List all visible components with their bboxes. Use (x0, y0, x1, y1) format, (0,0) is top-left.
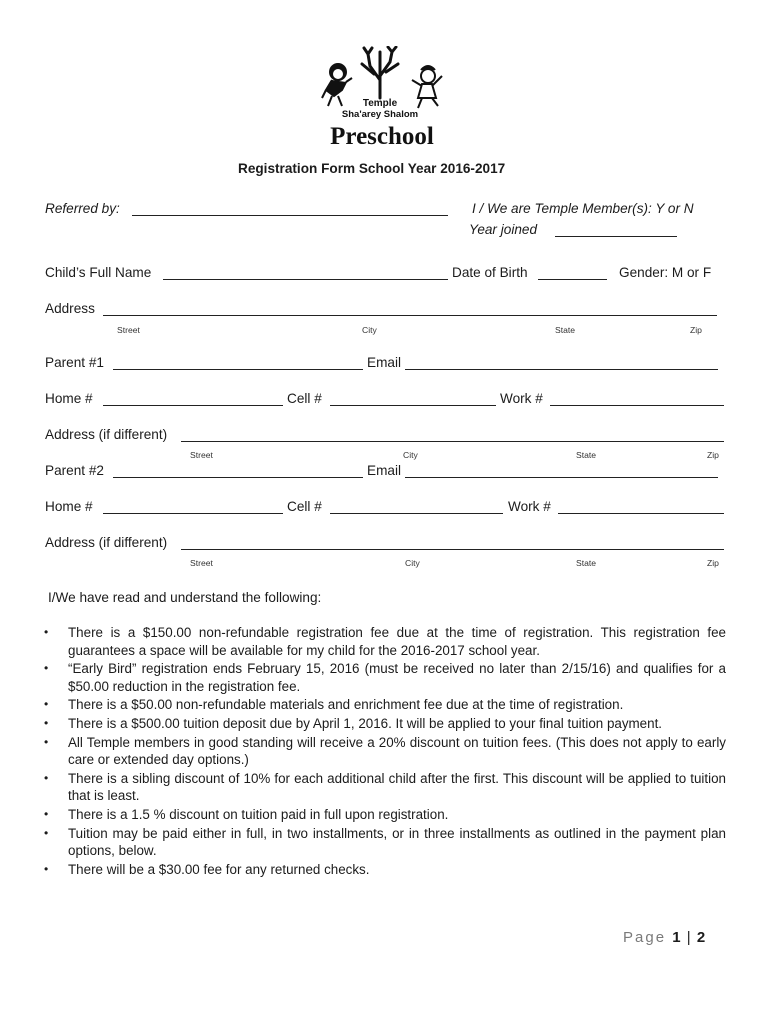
term-text: Tuition may be paid either in full, in two installments, or in three installments as outlined in the payment plan options, below. (68, 825, 726, 859)
year-joined-field[interactable] (555, 236, 677, 237)
page-current: 1 (672, 929, 681, 946)
parent1-email-field[interactable] (405, 369, 718, 370)
address-state-sublabel: State (555, 325, 576, 335)
address-street-sublabel: Street (117, 325, 140, 335)
child-name-label: Child’s Full Name (45, 265, 152, 280)
parent1-email-label: Email (367, 355, 401, 370)
gender-label: Gender: M or F (619, 265, 712, 280)
terms-list (44, 624, 726, 879)
term-text: There will be a $30.00 fee for any returned checks. (68, 861, 370, 877)
bullet-icon: • (44, 697, 49, 712)
logo-line-2: Sha'arey Shalom (341, 109, 419, 120)
referred-by-label: Referred by: (45, 201, 120, 216)
parent2-city-sublabel: City (405, 558, 420, 568)
logo-line-3: Preschool (330, 123, 434, 150)
parent2-work-label: Work # (508, 499, 551, 514)
address-city-sublabel: City (362, 325, 377, 335)
parent2-email-field[interactable] (405, 477, 718, 478)
term-text: There is a sibling discount of 10% for each additional child after the first. This discount will be applied to tuition that is least. (68, 770, 726, 804)
term-text: All Temple members in good standing will receive a 20% discount on tuition fees. (This does not apply to early care or extended day options.) (68, 734, 726, 768)
parent2-zip-sublabel: Zip (707, 558, 719, 568)
parent1-cell-field[interactable] (330, 405, 496, 406)
terms-intro: I/We have read and understand the following: (48, 590, 322, 605)
list-item (44, 825, 726, 860)
parent2-street-sublabel: Street (190, 558, 213, 568)
address-zip-sublabel: Zip (690, 325, 702, 335)
parent2-home-label: Home # (45, 499, 93, 514)
parent2-state-sublabel: State (576, 558, 597, 568)
list-item (44, 660, 726, 695)
parent2-home-field[interactable] (103, 513, 283, 514)
parent1-street-sublabel: Street (190, 450, 213, 460)
parent1-label: Parent #1 (45, 355, 104, 370)
parent2-address-diff-field[interactable] (181, 549, 724, 550)
bullet-icon: • (44, 770, 49, 785)
parent1-city-sublabel: City (403, 450, 418, 460)
page-word: Page (623, 929, 667, 946)
bullet-icon: • (44, 625, 49, 639)
parent1-home-field[interactable] (103, 405, 283, 406)
list-item (44, 696, 726, 714)
parent1-home-label: Home # (45, 391, 93, 406)
list-item (44, 624, 726, 659)
referred-by-field[interactable] (132, 215, 448, 216)
parent1-zip-sublabel: Zip (707, 450, 719, 460)
term-text: There is a $500.00 tuition deposit due by April 1, 2016. It will be applied to your final tuition payment. (68, 715, 663, 731)
year-joined-label: Year joined (469, 222, 538, 237)
term-text: There is a $150.00 non-refundable registration fee due at the time of registration. This registration fee guarantees a space will be available for my child for the 2016-2017 school year. (68, 625, 726, 658)
child-name-field[interactable] (163, 279, 448, 280)
address-field[interactable] (103, 315, 717, 316)
parent2-address-diff-label: Address (if different) (45, 535, 168, 550)
parent2-field[interactable] (113, 477, 363, 478)
logo-line-1: Temple (362, 98, 398, 109)
parent1-work-label: Work # (500, 391, 543, 406)
page-number (623, 929, 705, 946)
dob-field[interactable] (538, 279, 607, 280)
bullet-icon: • (44, 734, 49, 749)
parent1-address-diff-field[interactable] (181, 441, 724, 442)
parent2-label: Parent #2 (45, 463, 104, 478)
parent2-work-field[interactable] (558, 513, 724, 514)
page-total: 2 (696, 929, 706, 946)
preschool-logo (318, 46, 448, 152)
temple-member-label: I / We are Temple Member(s): Y or N (472, 201, 694, 216)
page-separator: | (686, 929, 691, 946)
term-text: There is a $50.00 non-refundable materials and enrichment fee due at the time of registration. (68, 697, 624, 713)
term-text: “Early Bird” registration ends February 15, 2016 (must be received no later than 2/15/16) and qualifies for a $50.00 reduction in the registration fee. (68, 661, 726, 694)
list-item (44, 861, 726, 879)
bullet-icon: • (44, 661, 49, 676)
term-text: There is a 1.5 % discount on tuition paid in full upon registration. (68, 806, 449, 822)
list-item (44, 734, 726, 769)
bullet-icon: • (44, 825, 49, 840)
parent2-email-label: Email (367, 463, 401, 478)
bullet-icon: • (44, 715, 49, 730)
list-item (44, 806, 726, 824)
parent1-work-field[interactable] (550, 405, 724, 406)
bullet-icon: • (44, 806, 49, 821)
parent1-cell-label: Cell # (287, 391, 322, 406)
parent2-cell-label: Cell # (287, 499, 322, 514)
address-label: Address (45, 301, 95, 316)
parent2-cell-field[interactable] (330, 513, 503, 514)
parent1-address-diff-label: Address (if different) (45, 427, 168, 442)
list-item (44, 770, 726, 805)
parent1-field[interactable] (113, 369, 363, 370)
parent1-state-sublabel: State (576, 450, 597, 460)
bullet-icon: • (44, 861, 49, 876)
dob-label: Date of Birth (452, 265, 528, 280)
form-title: Registration Form School Year 2016-2017 (238, 161, 506, 176)
list-item (44, 715, 726, 733)
